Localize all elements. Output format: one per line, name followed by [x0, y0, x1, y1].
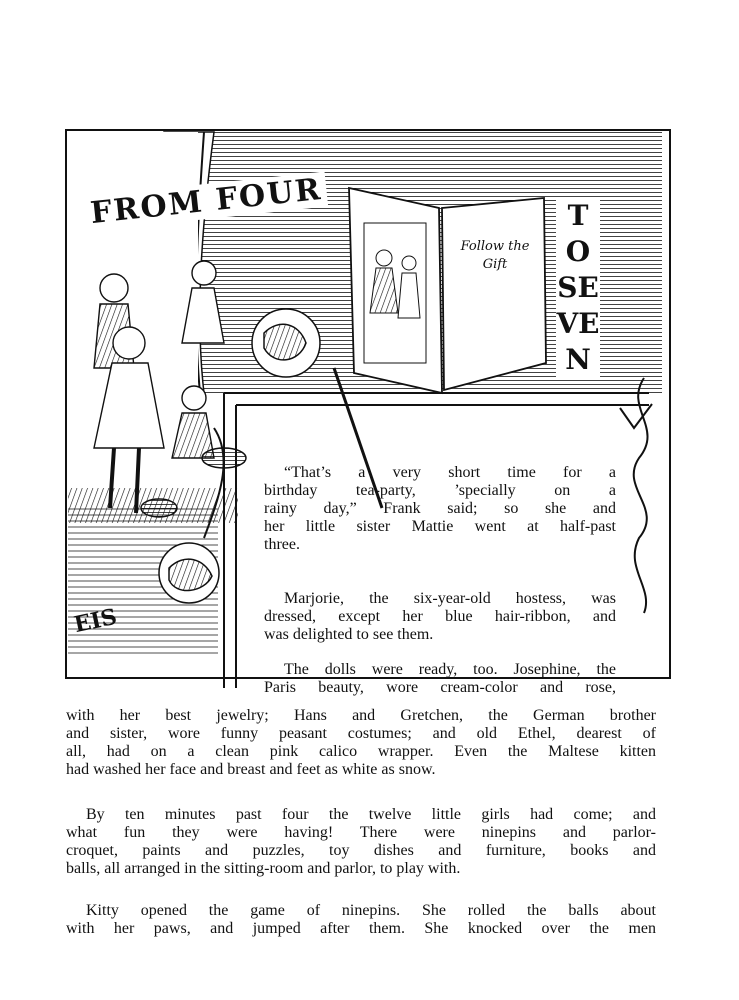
artist-initials: EIS: [71, 603, 120, 639]
text-line: Marjorie, the six-year-old hostess, was: [284, 590, 616, 607]
text-line: three.: [264, 536, 300, 553]
paragraph-4: [66, 806, 656, 878]
text-line: had washed her face and breast and feet as white as snow.: [66, 761, 436, 778]
text-line: and sister, wore funny peasant costumes; and old Ethel, dearest of: [66, 725, 656, 742]
text-line: By ten minutes past four the twelve little girls had come; and: [86, 806, 656, 823]
text-line: her little sister Mattie went at half-past: [264, 518, 616, 535]
text-line: croquet, paints and puzzles, toy dishes and furniture, books and: [66, 842, 656, 859]
title-left: FROM FOUR: [85, 172, 328, 232]
paragraph-3-bottom: [66, 707, 656, 779]
text-line: with her best jewelry; Hans and Gretchen, the German brother: [66, 707, 656, 724]
text-line: dressed, except her blue hair-ribbon, and: [264, 608, 616, 625]
title-right: TO SEVEN: [556, 199, 600, 376]
paragraph-3-top: [264, 661, 616, 697]
text-line: all, had on a clean pink calico wrapper. Even the Maltese kitten: [66, 743, 656, 760]
paragraph-1: [264, 464, 616, 554]
text-line: with her paws, and jumped after them. She knocked over the men: [66, 920, 656, 937]
open-book: [349, 188, 546, 393]
text-line: birthday tea-party, ’specially on a: [264, 482, 616, 499]
text-line: balls, all arranged in the sitting-room and parlor, to play with.: [66, 860, 461, 877]
paragraph-2: [264, 590, 616, 644]
text-line: was delighted to see them.: [264, 626, 434, 643]
book-inscription: Follow the Gift: [460, 239, 530, 272]
text-line: what fun they were having! There were ninepins and parlor-: [66, 824, 656, 841]
text-line: rainy day,” Frank said; so she and: [264, 500, 616, 517]
text-line: Paris beauty, wore cream-color and rose,: [264, 679, 616, 696]
paragraph-5: [66, 902, 656, 938]
text-line: Kitty opened the game of ninepins. She rolled the balls about: [86, 902, 656, 919]
text-line: “That’s a very short time for a: [284, 464, 616, 481]
text-line: The dolls were ready, too. Josephine, the: [284, 661, 616, 678]
